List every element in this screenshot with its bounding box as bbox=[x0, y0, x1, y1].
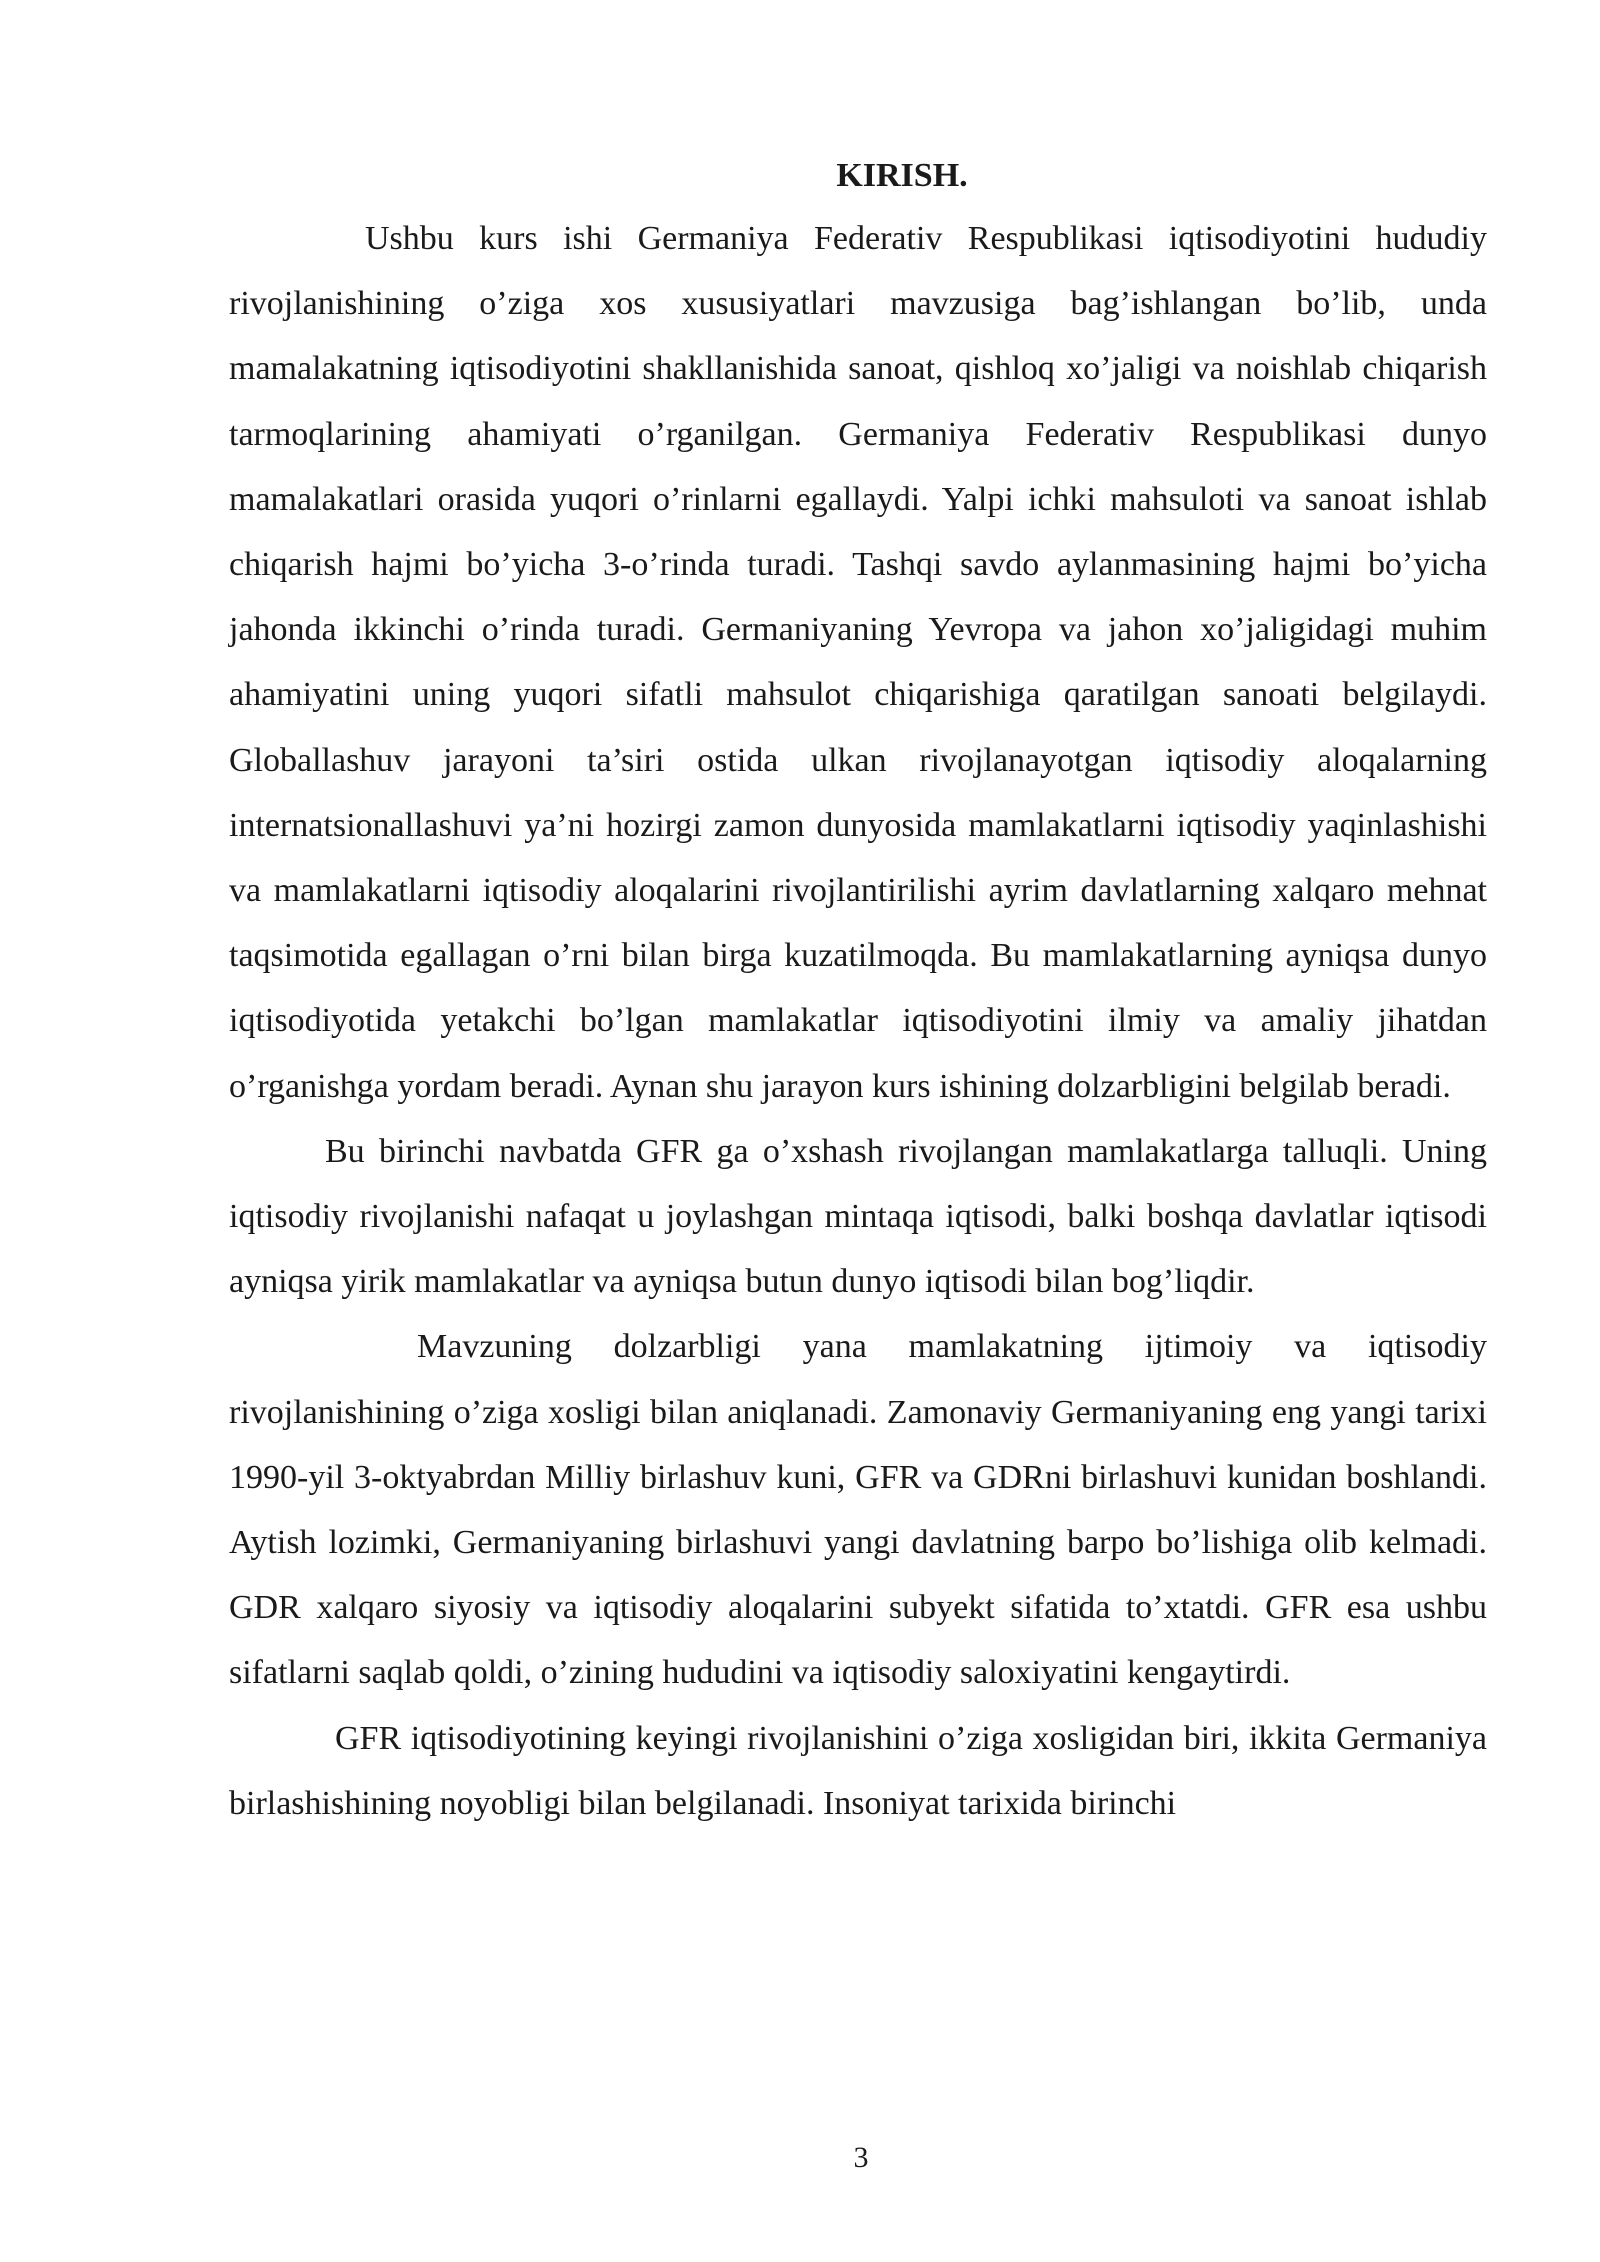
paragraph-reunification: GFR iqtisodiyotining keyingi rivojlanishini o’ziga xosligidan biri, ikkita Germaniya birlashishining noyobligi bilan belgilanadi. Insoniyat tarixida birinchi bbox=[229, 1719, 1487, 1822]
paragraph-topic-relevance: Mavzuning dolzarbligi yana mamlakatning ijtimoiy va iqtisodiy rivojlanishining o’ziga xosligi bilan aniqlanadi. Zamonaviy Germaniyaning eng yangi tarixi 1990-yil 3-oktyabrdan Milliy birlashuv kuni, GFR va GDRni birlashuvi kunidan boshlandi. Aytish lozimki, Germaniyaning birlashuvi yangi davlatning barpo bo’lishiga olib kelmadi. GDR xalqaro siyosiy va iqtisodiy aloqalarini subyekt sifatida to’xtatdi. GFR esa ushbu sifatlarni saqlab qoldi, o’zining hududini va iqtisodiy saloxiyatini kengaytirdi. bbox=[229, 1328, 1487, 1692]
page-number: 3 bbox=[853, 2141, 869, 2174]
document-body bbox=[229, 146, 1487, 1836]
paragraph-intro: Ushbu kurs ishi Germaniya Federativ Respublikasi iqtisodiyotini hududiy rivojlanishining o’ziga xos xususiyatlari mavzusiga bag’ishlangan bo’lib, unda mamalakatning iqtisodiyotini shakllanishida sanoat, qishloq xo’jaligi va noishlab chiqarish tarmoqlarining ahamiyati o’rganilgan. Germaniya Federativ Respublikasi dunyo mamalakatlari orasida yuqori o’rinlarni egallaydi. Yalpi ichki mahsuloti va sanoat ishlab chiqarish hajmi bo’yicha 3-o’rinda turadi. Tashqi savdo aylanmasining hajmi bo’yicha jahonda ikkinchi o’rinda turadi. Germaniyaning Yevropa va jahon xo’jaligidagi muhim ahamiyatini uning yuqori sifatli mahsulot chiqarishiga qaratilgan sanoati belgilaydi. Globallashuv jarayoni ta’siri ostida ulkan rivojlanayotgan iqtisodiy aloqalarning internatsionallashuvi ya’ni hozirgi zamon dunyosida mamlakatlarni iqtisodiy yaqinlashishi va mamlakatlarni iqtisodiy aloqalarini rivojlantirilishi ayrim davlatlarning xalqaro mehnat taqsimotida egallagan o’rni bilan birga kuzatilmoqda. Bu mamlakatlarning ayniqsa dunyo iqtisodiyotida yetakchi bo’lgan mamlakatlar iqtisodiyotini ilmiy va amaliy jihatdan o’rganishga yordam beradi. Aynan shu jarayon kurs ishining dolzarbligini belgilab beradi. bbox=[229, 220, 1487, 1105]
paragraph-relevance-gfr: Bu birinchi navbatda GFR ga o’xshash rivojlangan mamlakatlarga talluqli. Uning iqtisodiy rivojlanishi nafaqat u joylashgan mintaqa iqtisodi, balki boshqa davlatlar iqtisodi ayniqsa yirik mamlakatlar va ayniqsa butun dunyo iqtisodi bilan bog’liqdir. bbox=[229, 1132, 1487, 1301]
section-title: KIRISH. bbox=[836, 157, 968, 194]
